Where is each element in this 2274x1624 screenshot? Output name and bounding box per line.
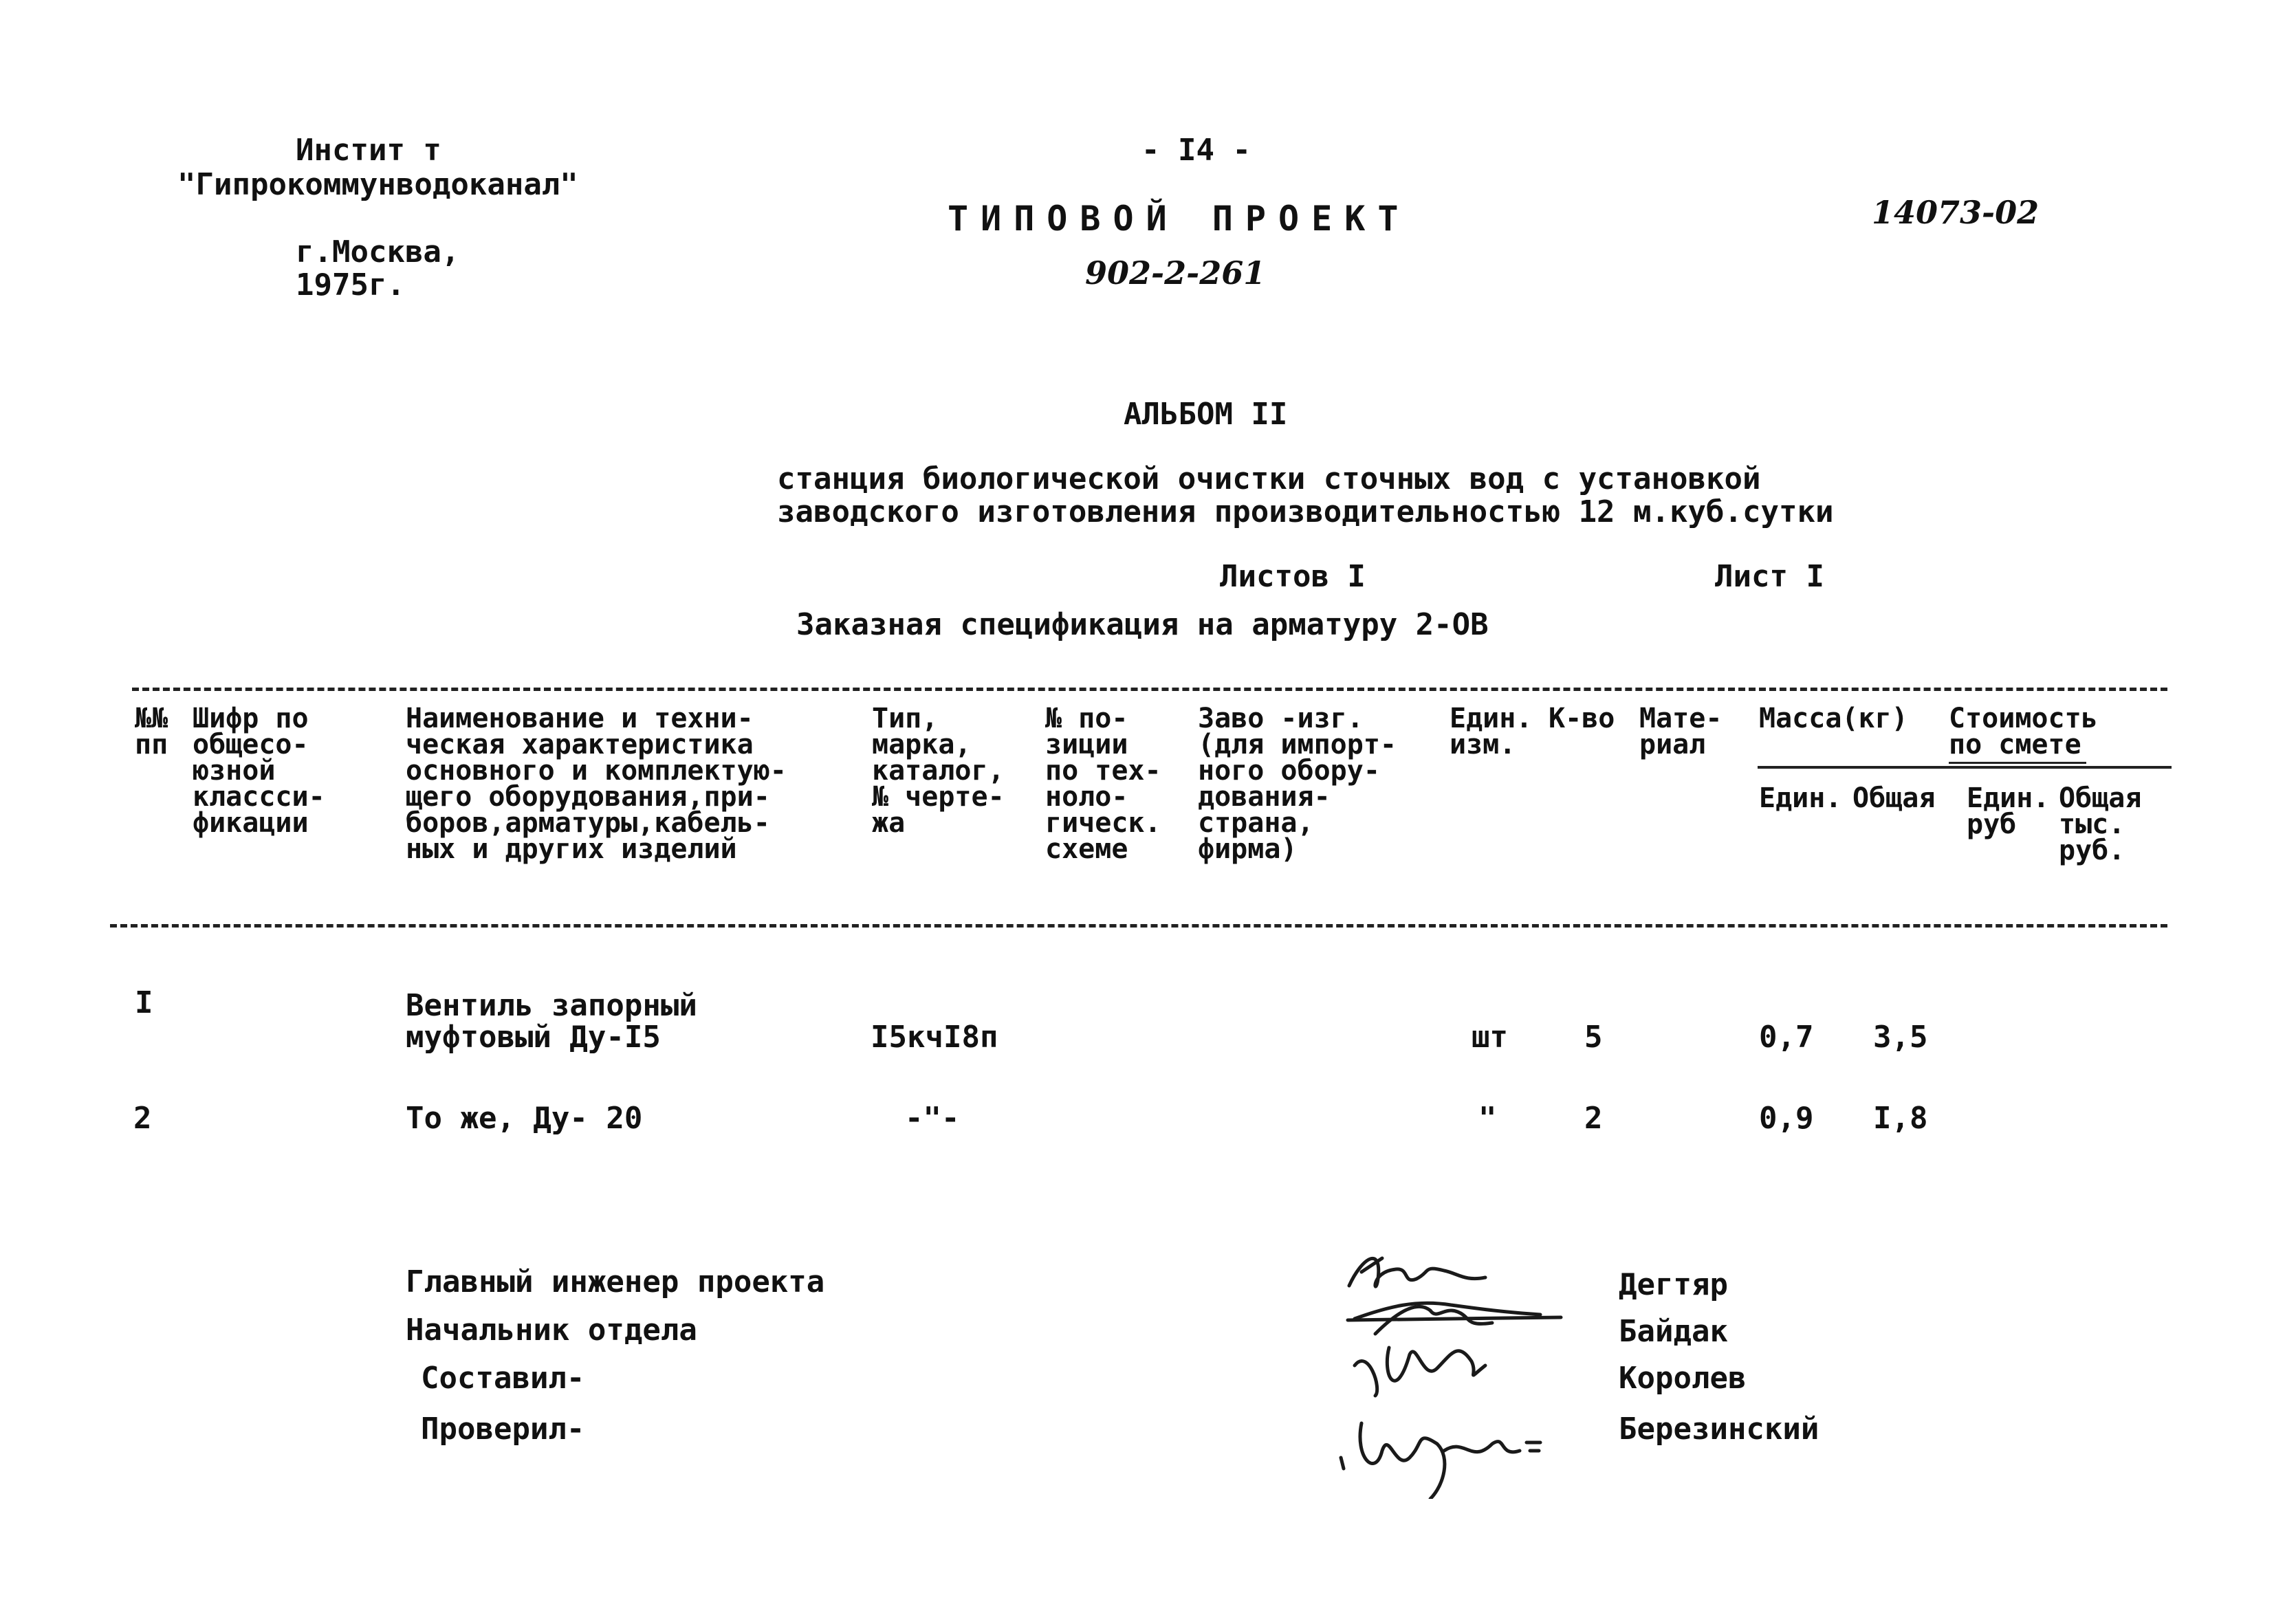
row-qty: 5 [1584,1020,1603,1055]
header-name: Наименование и техни- ческая характеристика основного и комплектую- щего оборудования,при- боров,арматуры,кабель- ных и других изделий [406,703,787,865]
header-material: Мате- риал [1639,703,1723,760]
header-cost-total: Общая тыс. руб. [2059,782,2142,866]
institute-line1: Инстит т [296,133,441,168]
signature-4 [1341,1423,1520,1499]
row-mass-total: 3,5 [1873,1020,1928,1055]
header-mass: Масса(кг) [1759,703,1908,734]
row-num: I [135,985,153,1020]
city: г.Москва, [296,234,460,270]
handwritten-signatures [1334,1231,1623,1499]
album-title: АЛЬБОМ II [1124,397,1288,432]
row-mass-unit: 0,9 [1759,1101,1814,1136]
header-mass-unit: Един. [1759,782,1842,814]
specification-title: Заказная спецификация на арматуру 2-ОВ [796,607,1489,642]
description-line2: заводского изготовления производительностью 12 м.куб.сутки [777,494,1834,529]
signature-1 [1349,1258,1485,1286]
project-number: 902-2-261 [1085,254,1266,292]
header-position: № по- зиции по тех- ноло- гическ. схеме [1045,703,1161,865]
sheets-total: Листов I [1220,559,1366,594]
signature-3 [1355,1348,1485,1396]
sheet-current: Лист I [1715,559,1824,594]
header-manufacturer: Заво -изг. (для импорт- ного обору- дования- страна, фирма) [1198,703,1397,865]
table-header-bottom-rule [110,924,2167,928]
row-qty: 2 [1584,1101,1603,1136]
row-unit: шт [1472,1020,1508,1055]
row-mass-total: I,8 [1873,1101,1928,1136]
header-cost: Стоимость по смете [1949,703,2098,760]
header-unit: Един. изм. [1450,703,1533,760]
row-num: 2 [133,1101,152,1136]
cost-underline [1949,762,2086,764]
role-chief-engineer: Главный инженер проекта [406,1264,825,1299]
name-korolev: Королев [1619,1361,1747,1396]
row-type: I5кчI8п [871,1020,998,1055]
role-compiled-by: Составил- [421,1361,585,1396]
row-mass-unit: 0,7 [1759,1020,1814,1055]
row-name: Вентиль запорный муфтовый Ду-I5 [406,988,697,1055]
row-type: -"- [905,1101,960,1136]
name-baidak: Байдак [1619,1314,1728,1349]
mass-cost-subheader-rule [1758,766,2172,769]
name-degtyar: Дегтяр [1619,1267,1728,1302]
role-checked-by: Проверил- [421,1412,585,1447]
name-berezinsky: Березинский [1619,1412,1819,1447]
header-num: №№ пп [135,703,168,760]
header-cost-unit: Един. руб [1967,782,2050,840]
role-department-head: Начальник отдела [406,1313,697,1348]
description-line1: станция биологической очистки сточных вод с установкой [777,461,1761,496]
archive-number: 14073-02 [1872,194,2040,231]
table-top-rule [132,688,2167,691]
document-type: ТИПОВОЙ ПРОЕКТ [948,199,1411,239]
row-unit: " [1478,1101,1497,1136]
page-number: - I4 - [1141,133,1251,168]
institute-name: "Гипрокоммунводоканал" [177,167,578,202]
header-qty: К-во [1549,703,1615,734]
year: 1975г. [296,267,405,303]
header-type: Тип, марка, каталог, № черте- жа [872,703,1005,839]
row-name: То же, Ду- 20 [406,1101,643,1136]
header-mass-total: Общая [1852,782,1936,814]
header-code: Шифр по общесо- юзной классси- фикации [193,703,325,839]
